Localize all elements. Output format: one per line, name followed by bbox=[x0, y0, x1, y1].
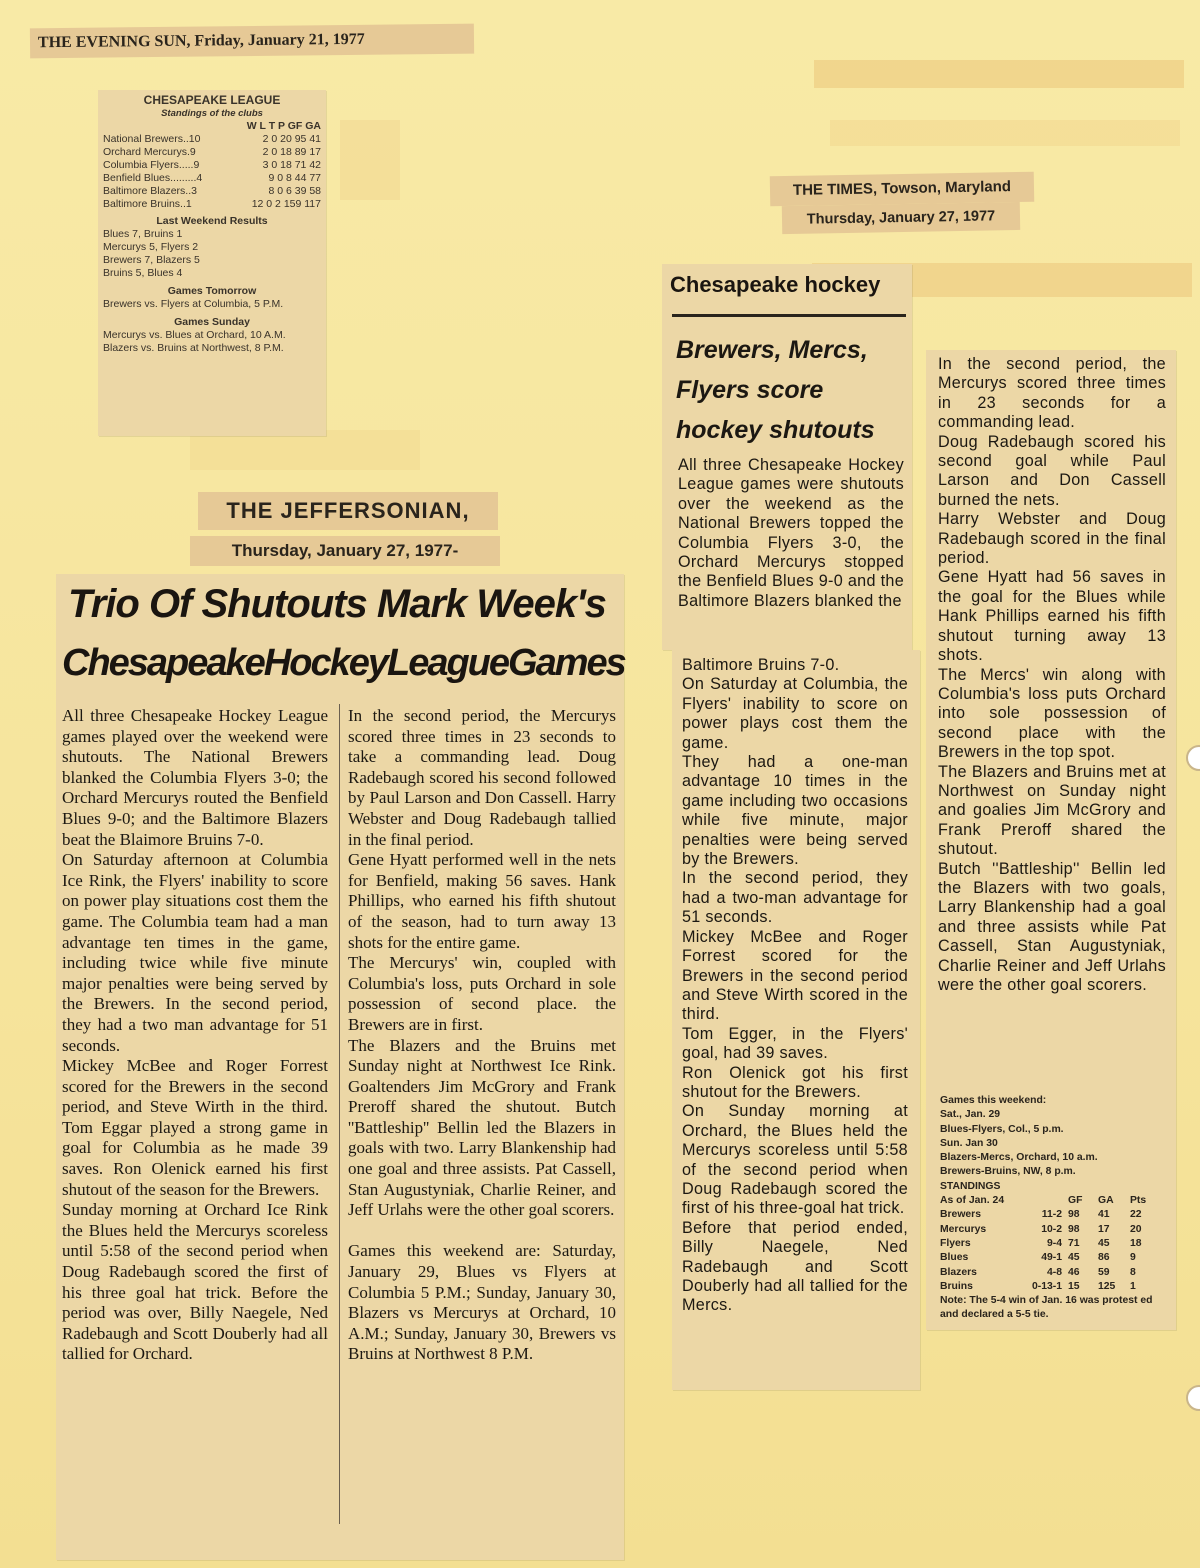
team-record: 9-4 bbox=[1046, 1237, 1062, 1249]
evening-sun-standings-clipping bbox=[98, 90, 326, 436]
jeffersonian-headline-line-2: ChesapeakeHockeyLeagueGames bbox=[62, 642, 625, 684]
team-ga: 125 bbox=[1098, 1280, 1116, 1292]
standings-row bbox=[940, 1280, 1170, 1294]
headline-line: hockey shutouts bbox=[676, 416, 875, 444]
tape-strip bbox=[340, 120, 400, 200]
team-name: Mercurys bbox=[940, 1223, 987, 1235]
team-name: National Brewers..10 bbox=[103, 133, 201, 145]
headline-line: Flyers score bbox=[676, 376, 824, 404]
team-name: Brewers bbox=[940, 1209, 982, 1221]
team-ga: 86 bbox=[1098, 1252, 1110, 1264]
team-pts: 22 bbox=[1130, 1209, 1142, 1221]
team-gf: 71 bbox=[1068, 1237, 1080, 1249]
standings-title: CHESAPEAKE LEAGUE bbox=[143, 93, 281, 107]
result-item: Mercurys 5, Flyers 2 bbox=[103, 241, 199, 253]
team-name: Flyers bbox=[940, 1237, 971, 1249]
games-sunday-list bbox=[103, 329, 321, 355]
game-item: Blazers-Mercs, Orchard, 10 a.m. bbox=[940, 1152, 1098, 1164]
tape-strip bbox=[830, 120, 1180, 146]
headline-line: Brewers, Mercs, bbox=[676, 336, 868, 364]
punch-hole bbox=[1186, 1385, 1200, 1411]
game-item: Blues-Flyers, Col., 5 p.m. bbox=[940, 1123, 1064, 1135]
team-ga: 45 bbox=[1098, 1237, 1110, 1249]
times-standings-table bbox=[940, 1208, 1170, 1294]
jeffersonian-date: Thursday, January 27, 1977- bbox=[190, 536, 500, 566]
team-name: Orchard Mercurys.9 bbox=[103, 146, 196, 158]
games-tomorrow: Brewers vs. Flyers at Columbia, 5 P.M. bbox=[103, 298, 284, 310]
punch-hole bbox=[1186, 745, 1200, 771]
tape-strip bbox=[190, 430, 420, 470]
standings-row bbox=[940, 1237, 1170, 1251]
standings-header-row bbox=[940, 1194, 1170, 1208]
times-games-box bbox=[940, 1094, 1170, 1323]
game-item: Sat., Jan. 29 bbox=[940, 1109, 1001, 1121]
team-name: Columbia Flyers.....9 bbox=[103, 159, 200, 171]
games-tomorrow-title: Games Tomorrow bbox=[167, 285, 257, 297]
standings-row bbox=[940, 1266, 1170, 1280]
team-record: 4-8 bbox=[1046, 1266, 1062, 1278]
team-ga: 41 bbox=[1098, 1209, 1110, 1221]
team-record: 49-1 bbox=[1041, 1252, 1062, 1264]
team-stats: 2 0 20 95 41 bbox=[262, 133, 321, 145]
standings-table bbox=[103, 133, 321, 211]
column-divider bbox=[339, 704, 340, 1524]
team-ga: 17 bbox=[1098, 1223, 1110, 1235]
standings-row bbox=[940, 1208, 1170, 1222]
times-headline bbox=[676, 330, 908, 450]
team-name: Blazers bbox=[940, 1266, 977, 1278]
times-date: Thursday, January 27, 1977 bbox=[782, 202, 1020, 234]
result-item: Brewers 7, Blazers 5 bbox=[103, 254, 200, 266]
team-stats: 3 0 18 71 42 bbox=[262, 159, 321, 171]
team-stats: 8 0 6 39 58 bbox=[268, 185, 321, 197]
team-ga: 59 bbox=[1098, 1266, 1110, 1278]
games-sunday-title: Games Sunday bbox=[174, 316, 250, 328]
standings-title: STANDINGS bbox=[940, 1180, 1001, 1192]
evening-sun-masthead: THE EVENING SUN, Friday, January 21, 1977 bbox=[30, 24, 474, 59]
team-stats: 9 0 8 44 77 bbox=[268, 172, 321, 184]
times-column-1b: Baltimore Bruins 7-0. On Saturday at Columbia, the Flyers' inability to score on power plays cost them the game. They had a one-man advantage 10 times in the game including two occasions while five minute, major penalties were being served by the Brewers. In the second period, they had a two-man advantage for 51 seconds. Mickey McBee and Roger Forrest scored for the Brewers in the second period and Steve Wirth scored in the third. Tom Egger, in the Flyers' goal, had 39 saves. Ron Olenick got his first shutout for the Brewers. On Sunday morning at Orchard, the Blues held the Mercurys scoreless until 5:58 of the second period when Doug Radebaugh scored the first of his three-goal hat trick. Before that period ended, Billy Naegele, Ned Radebaugh and Scott Douberly had all tallied for the Mercs. bbox=[682, 656, 908, 1315]
jeffersonian-headline-line-1: Trio Of Shutouts Mark Week's bbox=[68, 582, 606, 626]
team-record: 0-13-1 bbox=[1031, 1280, 1062, 1292]
games-weekend-title: Games this weekend: bbox=[940, 1095, 1047, 1106]
team-pts: 1 bbox=[1130, 1280, 1136, 1292]
results-title: Last Weekend Results bbox=[156, 215, 268, 227]
team-pts: 9 bbox=[1130, 1252, 1136, 1264]
team-stats: 12 0 2 159 117 bbox=[251, 198, 321, 210]
game-item: Brewers-Bruins, NW, 8 p.m. bbox=[940, 1166, 1076, 1178]
kicker-rule bbox=[672, 314, 906, 317]
jeffersonian-masthead: THE JEFFERSONIAN, bbox=[198, 492, 498, 530]
standings-row bbox=[940, 1223, 1170, 1237]
game-item: Mercurys vs. Blues at Orchard, 10 A.M. bbox=[103, 329, 286, 341]
team-gf: 98 bbox=[1068, 1209, 1080, 1221]
team-pts: 18 bbox=[1130, 1237, 1142, 1249]
results-list bbox=[103, 228, 321, 280]
team-name: Bruins bbox=[940, 1280, 973, 1292]
standings-header: W L T P GF GA bbox=[246, 120, 321, 132]
game-item: Sun. Jan 30 bbox=[940, 1137, 998, 1149]
team-name: Benfield Blues.........4 bbox=[103, 172, 203, 184]
times-column-1a: All three Chesapeake Hockey League games were shutouts over the weekend as the National Brewers topped the Columbia Flyers 3-0, the Orchard Mercurys stopped the Benfield Blues 9-0 and the Baltimore Blazers blanked the bbox=[678, 456, 904, 610]
team-pts: 20 bbox=[1130, 1223, 1142, 1235]
result-item: Bruins 5, Blues 4 bbox=[103, 267, 183, 279]
team-stats: 2 0 18 89 17 bbox=[262, 146, 321, 158]
standings-row bbox=[103, 185, 321, 198]
col-gf: GF bbox=[1068, 1195, 1083, 1207]
team-name: Baltimore Blazers..3 bbox=[103, 185, 197, 197]
standings-row bbox=[940, 1251, 1170, 1265]
team-record: 10-2 bbox=[1041, 1223, 1062, 1235]
jeffersonian-column-1: All three Chesapeake Hockey League games played over the weekend were shutouts. The National Brewers blanked the Columbia Flyers 3-0; the Orchard Mercurys routed the Benfield Blues 9-0; and the Baltimore Blazers beat the Blaimore Bruins 7-0. On Saturday afternoon at Columbia Ice Rink, the Flyers' inability to score on power play situations cost them the game. The Columbia team had a man advantage ten times in the game, including twice while five minute major penalties were being served by the Brewers. In the second period, they had a two man advantage for 51 seconds. Mickey McBee and Roger Forrest scored for the Brewers in the second period, and Steve Wirth in the third. Tom Eggar played a strong game in goal for Columbia as he made 39 saves. Ron Olenick earned his first shutout of the season for the Brewers. Sunday morning at Orchard Ice Rink the Blues held the Mercurys scoreless until 5:58 of the second period when Doug Radebaugh scored the first of his three goal hat trick. Before the period was over, Billy Naegele, Ned Radebaugh and Scott Douberly had all tallied for Orchard. bbox=[62, 706, 328, 1364]
team-pts: 8 bbox=[1130, 1266, 1136, 1278]
standings-note: Note: The 5-4 win of Jan. 16 was protest ed and declared a 5-5 tie. bbox=[940, 1295, 1153, 1321]
game-item: Blazers vs. Bruins at Northwest, 8 P.M. bbox=[103, 342, 284, 354]
standings-row bbox=[103, 133, 321, 146]
team-gf: 98 bbox=[1068, 1223, 1080, 1235]
team-gf: 45 bbox=[1068, 1252, 1080, 1264]
team-gf: 46 bbox=[1068, 1266, 1080, 1278]
standings-row bbox=[103, 146, 321, 159]
standings-row bbox=[103, 172, 321, 185]
col-ga: GA bbox=[1098, 1195, 1114, 1207]
team-gf: 15 bbox=[1068, 1280, 1080, 1292]
times-kicker: Chesapeake hockey bbox=[670, 272, 881, 297]
team-name: Blues bbox=[940, 1252, 969, 1264]
standings-subtitle: Standings of the clubs bbox=[161, 108, 263, 119]
standings-row bbox=[103, 198, 321, 211]
times-masthead: THE TIMES, Towson, Maryland bbox=[770, 172, 1034, 207]
team-record: 11-2 bbox=[1041, 1209, 1062, 1221]
jeffersonian-column-2: In the second period, the Mercurys scored three times in 23 seconds to take a commanding lead. Doug Radebaugh scored his second followed by Paul Larson and Don Cassell. Harry Webster and Doug Radebaugh tallied in the final period. Gene Hyatt performed well in the nets for Benfield, making 56 saves. Hank Phillips, who earned his fifth shutout of the season, had to turn away 13 shots for the entire game. The Mercurys' win, coupled with Columbia's loss, puts Orchard in sole possession of second place. the Brewers are in first. The Blazers and the Bruins met Sunday night at Northwest Ice Rink. Goaltenders Jim McGrory and Frank Preroff shared the shutout. Butch ''Battleship'' Bellin led the Blazers in goals with two. Larry Blankenship had one goal and three assists. Pat Cassell, Stan Augustyniak, Charlie Reiner, and Jeff Urlahs were the other goal scorers. Games this weekend are: Saturday, January 29, Blues vs Flyers at Columbia 5 P.M.; Sunday, January 30, Blazers vs Mercurys at Orchard, 10 A.M.; Sunday, January 30, Brewers vs Bruins at Northwest 8 P.M. bbox=[348, 706, 616, 1364]
team-name: Baltimore Bruins..1 bbox=[103, 198, 192, 210]
tape-strip bbox=[814, 60, 1184, 88]
standings-row bbox=[103, 159, 321, 172]
result-item: Blues 7, Bruins 1 bbox=[103, 228, 183, 240]
col-pts: Pts bbox=[1130, 1195, 1147, 1207]
standings-asof: As of Jan. 24 bbox=[940, 1195, 1005, 1207]
times-column-2: In the second period, the Mercurys scored three times in 23 seconds for a commanding lead. Doug Radebaugh scored his second goal while Paul Larson and Don Cassell burned the nets. Harry Webster and Doug Radebaugh scored in the final period. Gene Hyatt had 56 saves in the goal for the Blues while Hank Phillips earned his fifth shutout turning away 13 shots. The Mercs' win along with Columbia's loss puts Orchard into sole possession of second place with the Brewers in the top spot. The Blazers and Bruins met at Northwest on Sunday night and goalies Jim McGrory and Frank Preroff shared the shutout. Butch ''Battleship'' Bellin led the Blazers with two goals, Larry Blankenship had a goal and three assists while Pat Cassell, Stan Augustyniak, Charlie Reiner and Jeff Urlahs were the other goal scorers. bbox=[938, 355, 1166, 994]
games-weekend-list bbox=[940, 1108, 1170, 1179]
